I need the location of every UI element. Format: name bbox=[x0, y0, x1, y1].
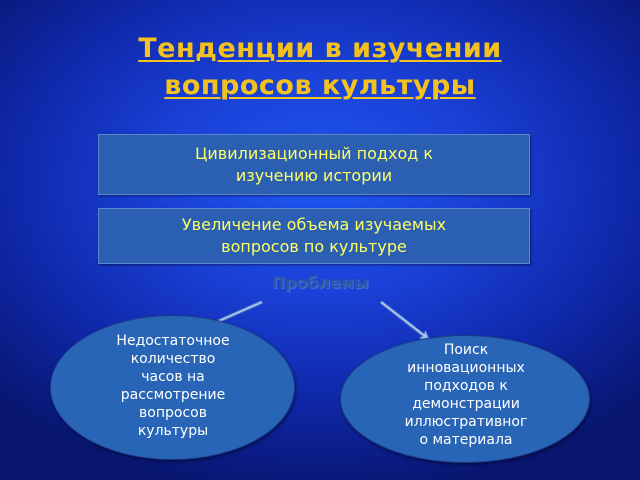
problem-right-line: о материала bbox=[419, 432, 513, 448]
problem-right-line: Поиск bbox=[443, 342, 489, 358]
trend-box-1-line-2: изучению истории bbox=[235, 165, 393, 185]
problem-left-line: Недостаточное bbox=[116, 333, 230, 349]
slide-title bbox=[0, 30, 640, 104]
problem-ellipse-insufficient-hours bbox=[50, 315, 295, 460]
trend-box-civilizational-approach bbox=[98, 134, 530, 195]
problem-left-line: культуры bbox=[137, 423, 209, 439]
problem-left-line: вопросов bbox=[139, 405, 207, 421]
problem-right-line: инновационных bbox=[407, 360, 525, 376]
problem-ellipse-innovative-approaches bbox=[340, 335, 590, 463]
trend-box-2-line-1: Увеличение объема изучаемых bbox=[181, 215, 447, 234]
problem-left-line: количество bbox=[130, 351, 216, 367]
trend-box-2-line-2: вопросов по культуре bbox=[221, 237, 407, 256]
slide-title-line-2: вопросов культуры bbox=[164, 70, 476, 101]
problem-right-line: демонстрации bbox=[412, 396, 520, 412]
problems-label: Проблемы bbox=[271, 273, 369, 292]
problem-left-line: часов на bbox=[141, 369, 205, 385]
slide-title-line-1: Тенденции в изучении bbox=[138, 33, 502, 64]
arrow-to-right-problem bbox=[381, 302, 427, 338]
problem-right-line: подходов к bbox=[424, 378, 508, 394]
problem-right-line: иллюстративног bbox=[404, 414, 528, 430]
trend-box-volume-increase bbox=[98, 208, 530, 264]
arrow-to-right-problem-highlight bbox=[381, 302, 425, 336]
problem-left-line: рассмотрение bbox=[120, 387, 226, 403]
trend-box-1-line-1: Цивилизационный подход к bbox=[194, 143, 434, 163]
